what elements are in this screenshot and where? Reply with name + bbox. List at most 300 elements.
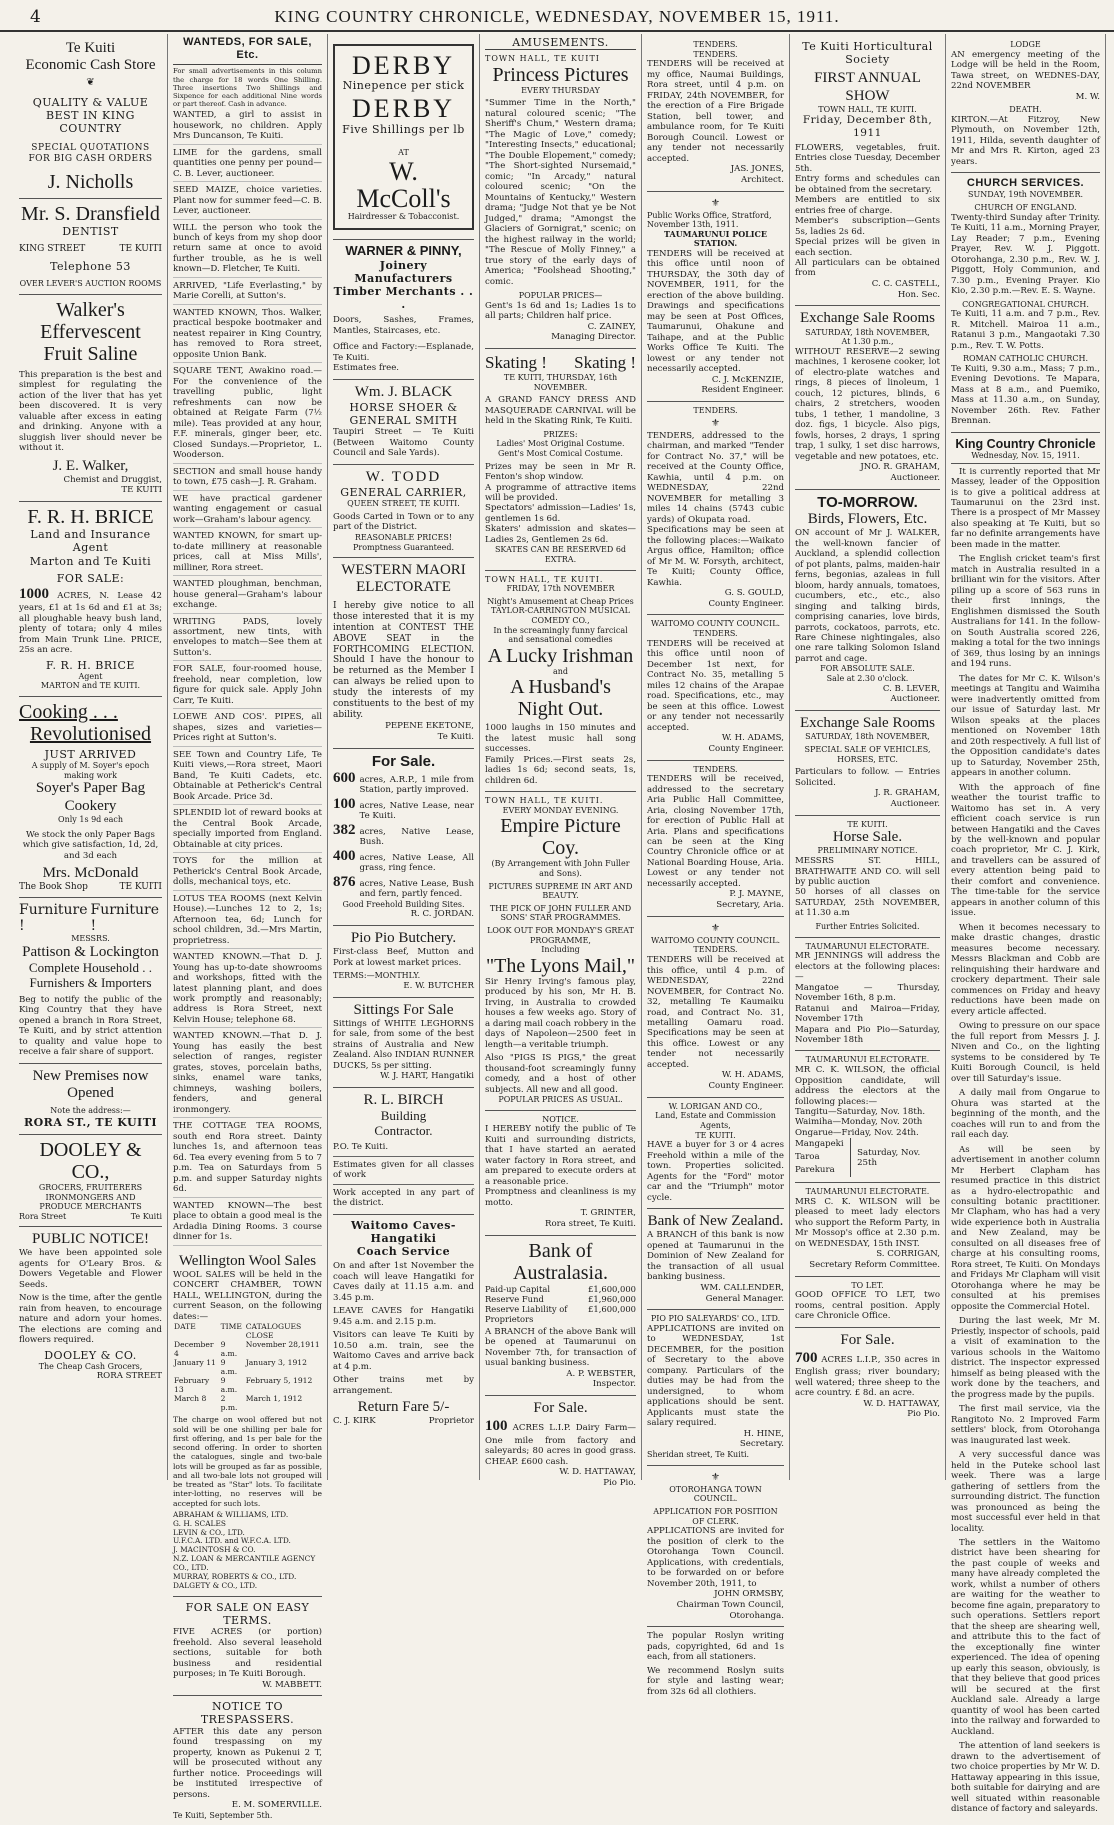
- ad-body: TENDERS will be received at this office, until 4 p.m. of WEDNESDAY, 22nd NOVEMBER, for Contract No. 32, metalling Te Kaumaiku road, and Contract No. 31, metalling Oamaru road. Specifications may be seen at this office. Lowest or any tender not necessarily accepted.: [647, 955, 784, 1070]
- classified-ad: LOTUS TEA ROOMS (next Kelvin House).—Lunches 12 to 2, 1s; Afternoon tea, 6d; Lunch for school children, 3d.—Mrs Martin, proprietress.: [173, 894, 322, 949]
- table-cell: 9 a.m.: [220, 1358, 238, 1377]
- ad-body: Special prizes will be given in each section.: [795, 237, 940, 258]
- ad-heading: Exchange Sale Rooms: [800, 715, 935, 732]
- ad-line: EVERY THURSDAY: [521, 85, 600, 95]
- broker-name: U.F.C.A. LTD. and W.F.C.A. LTD.: [173, 1536, 291, 1546]
- ad-line: TE KUITI: [121, 485, 162, 496]
- ad-line: The Cheap Cash Grocers,: [38, 1361, 143, 1371]
- ad-signature: F. R. H. BRICE: [46, 658, 135, 672]
- ad-body: Beg to notify the public of the King Country that they have opened a branch in Rora Street, Te Kuiti, and by strict attention to quality and value hope to receive a fair share of support.: [19, 994, 162, 1058]
- classified-ad: SQUARE TENT, Awakino road.—For the convenience of the travelling public, light refreshments can now be obtained at Reigate Farm (7½ mile). Teas provided at any hour, F.F. minerals, ginger beer, etc. Closed Sundays.—Proprietor, L. Wooderson.: [173, 366, 322, 463]
- section-heading: TENDERS.: [693, 40, 738, 49]
- editorial-paragraph: When it becomes necessary to make drastic changes, drastic measures become necessary. Messrs Blackman and Cobb are relinquishing their hardware and crockery department. Their sale commences on Friday and heavy reductions have been made on every article affected.: [951, 922, 1100, 1017]
- ad-line: TOWN HALL, TE KUITI.: [485, 796, 604, 806]
- ad-line: TOWN HALL, TE KUITI: [485, 54, 600, 64]
- ad-line: Sheridan street, Te Kuiti.: [647, 1450, 750, 1460]
- ad-body: I HEREBY notify the public of Te Kuiti and surrounding districts, that I have started an aerated water factory in Rora street, and am prepared to execute orders at a reasonable price.: [485, 1124, 636, 1187]
- ad-line: SKATES CAN BE RESERVED 6d EXTRA.: [494, 545, 627, 565]
- classified-ad: WILL the person who took the bunch of keys from my shop door return same at once to avoid further trouble, as he is well known—D. Fletcher, Te Kuiti.: [173, 223, 322, 278]
- classified-ad: WANTED KNOWN, Thos. Walker, practical bespoke bootmaker and neatest repairer in King Country, has removed to Rora street, opposite Union Bank.: [173, 308, 322, 363]
- ad-line: TAYLOR-CARRINGTON MUSICAL COMEDY CO.,: [491, 606, 630, 625]
- ad-line: Te Kuiti, September 5th.: [173, 1810, 273, 1820]
- ad-heading: R. L. BIRCH: [363, 1092, 444, 1109]
- ad-line: Otorohanga.: [729, 1610, 784, 1621]
- ad-line: County Engineer.: [708, 1081, 784, 1092]
- ad-heading: DEATH.: [1009, 105, 1042, 115]
- ad-body: MR C. K. WILSON, the official Opposition candidate, will address the electors at the following places:—: [795, 1065, 940, 1107]
- ad-body: FLOWERS, vegetables, fruit. Entries close Tuesday, December 5th.: [795, 142, 940, 174]
- ad-line: GENERAL SMITH: [349, 414, 458, 428]
- ad-heading: A Lucky Irishman: [487, 644, 634, 667]
- column-7: [946, 34, 1106, 1815]
- ad-line: SATURDAY, 18th NOVEMBER,: [805, 327, 930, 337]
- ad-heading: Skating !: [574, 353, 636, 373]
- ad-body: Ratanui and Mairoa—Friday, November 17th: [795, 1003, 940, 1025]
- ad-line: Telephone 53: [50, 259, 131, 273]
- ad-body: Goods Carted in Town or to any part of the District.: [333, 511, 474, 533]
- ad-line: RORA ST., TE KUITI: [23, 1115, 158, 1129]
- ad-body: MESSRS ST. HILL, BRATHWAITE AND CO. will sell by public auction: [795, 856, 940, 887]
- ad-line: Proprietor: [428, 1416, 474, 1427]
- ad-body: Te Kuiti, 9.30 a.m., Mass; 7 p.m., Evening Devotions. Te Mapara, Mass at 8 a.m., and Puemiko, Mass at 11.30 a.m., on Sunday, November 26th. Rev. Father Brennan.: [951, 363, 1100, 427]
- waitomo-county-tenders-2: [647, 917, 784, 1098]
- ad-signature: W. McColl's: [356, 156, 451, 213]
- ad-line: EVERY MONDAY EVENING.: [502, 805, 619, 815]
- easy-terms-ad: [173, 1597, 322, 1697]
- ad-body: APPLICATIONS are invited on to WEDNESDAY, 1st DECEMBER, for the position of Secretary to the above company. Particulars of the duties may be had from the undersigned, to whom applications should be sent. Applicants must state the salary required.: [647, 1323, 784, 1429]
- ad-line: Architect.: [741, 174, 784, 185]
- ad-line: In the screamingly funny farcical and sensational comedies: [493, 625, 628, 645]
- ad-line: FOR BIG CASH ORDERS: [28, 153, 153, 164]
- crest-icon: ⚜: [711, 1471, 720, 1483]
- wanteds-list: [173, 110, 322, 1246]
- ad-body: All particulars can be obtained from: [795, 257, 940, 279]
- ad-heading: A Husband's Night Out.: [510, 676, 611, 721]
- ad-line: Secretary.: [739, 1439, 784, 1450]
- ad-body: Member's subscription—Gents 5s, ladies 2s 6d.: [795, 216, 940, 237]
- ad-line: RORA STREET: [96, 1371, 162, 1382]
- fire-station-tenders-ad: [647, 36, 784, 192]
- classified-ad: TOYS for the million at Petherick's Central Book Arcade, dolls, mechanical toys, etc.: [173, 856, 322, 890]
- editorial-paragraph: A daily mail from Ongarue to Ohura was started at the beginning of the month, and the coaches will run to and from the rail each day.: [951, 1088, 1100, 1141]
- ad-heading: Skating !: [485, 353, 547, 373]
- ad-body: APPLICATIONS are invited for the position of clerk to the Otorohanga Town Council. Applications, with credentials, to be forwarded on or before November 20th, 1911, to: [647, 1526, 784, 1589]
- classified-ad: WANTED ploughman, benchman, house general—Graham's labour exchange.: [173, 579, 322, 613]
- ad-line: Auctioneer.: [890, 798, 940, 809]
- classified-ad: FOR SALE, four-roomed house, freehold, near completion, low figure for quick sale. Apply John Carr, Te Kuiti.: [173, 664, 322, 709]
- ad-body: Visitors can leave Te Kuiti by 10.50 a.m. train, see the Waitomo Caves and arrive back at 4 p.m.: [333, 1330, 474, 1372]
- ad-line: MARTON and TE KUITI.: [40, 681, 141, 691]
- ad-line: Auctioneer.: [890, 472, 940, 483]
- ad-line: Pio Pio.: [603, 1477, 636, 1488]
- editorial-paragraph: The English cricket team's first match in Australia resulted in a brilliant win for the visitors. After piling up a score of 563 runs in their first innings, the Englishmen dismissed the South Australians for 141. In the follow-on South Australia scored 226, making a total for the two innings of 369, thus losing by an innings and 194 runs.: [951, 554, 1100, 670]
- acreage-number: 100: [485, 1418, 508, 1435]
- acreage-number: 700: [795, 1349, 818, 1366]
- todd-ad: [333, 465, 474, 558]
- classified-ad: LIME for the gardens, small quantities one penny per pound—C. B. Lever, auctioneer.: [173, 148, 322, 182]
- ad-signature: S. CORRIGAN,: [876, 1249, 940, 1260]
- derby-box: [333, 44, 474, 230]
- ad-body: MR JENNINGS will address the electors at the following places:—: [795, 951, 940, 983]
- ad-heading: CHURCH OF ENGLAND.: [974, 203, 1077, 213]
- ad-line: Only 1s 9d each: [58, 814, 123, 824]
- editorial-paragraph: The settlers in the Waitomo district have been shearing for the past couple of weeks and many have already completed the work, whilst a number of others are waiting for the weather to become fine again, preparatory to such operations. Settlers report that the sheep are shearing well, and attribute this to the fact of the exceptionally fine winter experienced. The idea of opening up early this season, obviously, is that they believe that good prices will be secured at the first Auckland sale. Already a large quantity of wool has been carted into the railway and forwarded to Auckland.: [951, 1538, 1100, 1737]
- ad-heading: TAUMARUNUI POLICE STATION.: [663, 228, 768, 249]
- column-5: [642, 34, 790, 1697]
- ad-line: General Manager.: [705, 1293, 784, 1304]
- skating-ad: [485, 349, 636, 570]
- ornament-icon: ❦: [86, 76, 95, 88]
- ad-line: Sale at 2.30 o'clock.: [826, 674, 909, 684]
- ad-body: Skaters' admission and skates—Ladies 2s, Gentlemen 2s 6d.: [485, 524, 636, 545]
- ad-line: County Engineer.: [708, 743, 784, 754]
- classified-ad: WANTED KNOWN, for smart up-to-date millinery at reasonable prices, call at Miss Mills', milliner, Rora street.: [173, 531, 322, 576]
- acreage-description: acres, Native Lease, Bush.: [359, 826, 474, 848]
- western-maori-ad: [333, 558, 474, 749]
- ad-line: Other trains met by arrangement.: [333, 1375, 474, 1396]
- page-number: 4: [30, 7, 41, 27]
- ad-heading: Walker's: [56, 298, 125, 321]
- acreage-number: 876: [333, 873, 356, 890]
- ad-body: A programme of attractive items will be provided.: [485, 482, 636, 503]
- dooley-ad: [19, 1135, 162, 1227]
- ad-body: Also "PIGS IS PIGS," the great thousand-foot screamingly funny comedy, and a host of other subjects. All new and all good.: [485, 1053, 636, 1095]
- ad-heading: FOR SALE ON EASY TERMS.: [185, 1600, 310, 1627]
- ad-signature: P. J. MAYNE,: [729, 889, 784, 900]
- ad-body: Gent's 1s 6d and 1s; Ladies 1s to all parts; Children half price.: [485, 300, 636, 322]
- ad-line: SPECIAL SALE OF VEHICLES, HORSES, ETC.: [804, 744, 931, 764]
- ad-heading: Cooking . . .: [19, 701, 118, 724]
- ad-body: Entry forms and schedules can be obtained from the secretary.: [795, 174, 940, 195]
- ad-line: GENERAL CARRIER,: [340, 486, 467, 500]
- ad-line: OVER LEVER'S AUCTION ROOMS: [19, 279, 162, 289]
- ad-body: The popular Roslyn writing pads, copyrighted, 6d and 1s each, from all stationers.: [647, 1631, 784, 1663]
- premises-ad: [19, 1064, 162, 1135]
- column-3: [328, 34, 480, 1480]
- ad-line: PRODUCE MERCHANTS: [39, 1202, 142, 1212]
- ad-signature: T. GRINTER,: [580, 1208, 636, 1219]
- ad-signature: Mrs. McDonald: [42, 864, 139, 881]
- ad-line: AT: [398, 147, 409, 157]
- ad-heading: Furniture !: [19, 902, 88, 935]
- table-cell: January 3, 1912: [245, 1358, 307, 1368]
- editorial-heading: King Country Chronicle: [955, 436, 1096, 451]
- acreage-description: acres, Native Lease, Bush and fern, partly fenced.: [359, 878, 474, 900]
- ad-line: and: [552, 666, 569, 676]
- for-sale-700-ad: [795, 1328, 940, 1425]
- editorial-paragraph: During the last week, Mr M. Priestly, inspector of schools, paid a visit of examination to the various schools in the Waitomo district. The inspector expressed himself as being pleased with the work done by the teachers, and the progress made by the pupils.: [951, 1316, 1100, 1400]
- ad-line: TOWN HALL, TE KUITI.: [818, 104, 917, 114]
- ad-signature: DOOLEY & CO.: [44, 1348, 137, 1362]
- ad-heading: NOTICE TO TRESPASSERS.: [200, 1700, 295, 1727]
- ad-body: This preparation is the best and simplest for regulating the action of the liver that has yet been discovered. It is very valuable after excess in eating and drinking. Anyone with a sluggish liver should never be without it.: [19, 369, 162, 454]
- ad-body: HAVE a buyer for 3 or 4 acres Freehold within a mile of the town. Properties solicited. Agents for the "Ford" motor car and the "Triumph" motor cycle.: [647, 1140, 784, 1203]
- table-row: [173, 1394, 322, 1412]
- church-services: [951, 173, 1100, 432]
- ad-body: Specifications may be seen at the following places:—Waikato Argus office, Hamilton; office of Mr M. W. Forsyth, architect, Te Kuiti; County Office, Kawhia.: [647, 525, 784, 588]
- section-heading: WANTEDS, FOR SALE, Etc.: [173, 36, 322, 65]
- ad-heading: Furniture !: [90, 902, 160, 935]
- ad-heading: Bank of New Zealand.: [647, 1213, 784, 1230]
- classified-ad: ARRIVED, "Life Everlasting," by Marie Corelli, at Sutton's.: [173, 281, 322, 305]
- ad-line: Resident Engineer.: [701, 385, 784, 396]
- ad-line: Saturday, Nov. 25th: [857, 1147, 921, 1168]
- ad-line: Ladies' Most Original Costume.: [496, 439, 625, 449]
- ad-heading: Pattison & Lockington: [22, 943, 159, 960]
- ad-signature: W. H. ADAMS,: [721, 1070, 784, 1081]
- ad-line: TE KUITI.: [695, 1130, 736, 1140]
- ad-line: Te Kuiti: [130, 1211, 162, 1221]
- aria-hall-tenders-ad: [647, 761, 784, 917]
- ad-body: A GRAND FANCY DRESS AND MASQUERADE CARNIVAL will be held in the Skating Rink, Te Kuiti.: [485, 395, 636, 427]
- ad-line: PRELIMINARY NOTICE.: [817, 846, 918, 856]
- ad-body: Now is the time, after the gentle rain from heaven, to encourage nature and adorn your homes. The elections are coming and flowers required.: [19, 1293, 162, 1346]
- ad-heading: TENDERS.: [693, 764, 738, 774]
- ad-signature: C. C. CASTELL,: [871, 278, 940, 289]
- ad-heading: TAUMARUNUI ELECTORATE.: [805, 941, 930, 951]
- horticultural-show-ad: [795, 36, 940, 306]
- ad-line: TENDERS.: [693, 629, 738, 639]
- ad-signature: W. MABBETT.: [262, 1679, 322, 1690]
- ad-heading: F. R. H. BRICE: [27, 506, 154, 529]
- ad-line: Promptness Guaranteed.: [353, 542, 454, 552]
- ad-signature: M. W.: [1075, 91, 1100, 102]
- ad-line: (By Arrangement with John Fuller and Sons).: [491, 859, 630, 879]
- ad-signature: E. M. SOMERVILLE.: [231, 1800, 322, 1810]
- ad-heading: Coach Service: [356, 1245, 451, 1259]
- ad-heading: W. LORIGAN AND CO.,: [668, 1101, 763, 1111]
- ad-signature: J. R. GRAHAM,: [875, 788, 940, 799]
- acreage-description: acres, A.R.P., 1 mile from Station, partly improved.: [359, 775, 474, 796]
- ad-signature: R. C. JORDAN.: [410, 909, 474, 920]
- column-6: [790, 34, 946, 1480]
- ad-body: Family Prices.—First seats 2s, ladies 1s 6d; second seats, 1s, children 6d.: [485, 754, 636, 786]
- ad-line: Soyer's Paper Bag Cookery: [35, 780, 146, 814]
- ad-line: SATURDAY, 18th NOVEMBER,: [805, 732, 930, 742]
- acreage-number: 1000: [19, 585, 49, 602]
- ad-heading: Revolutionised: [29, 723, 152, 746]
- ad-line: REASONABLE PRICES!: [354, 532, 453, 542]
- tomorrow-birds-ad: [795, 490, 940, 711]
- ad-heading: TENDERS.: [693, 49, 738, 59]
- ad-line: Joinery Manufacturers: [354, 258, 453, 285]
- editorial-paragraph: Owing to pressure on our space the full report from Messrs J. J. Niven and Co., on the lighting systems to be considered by Te Kuiti Borough Council, is held over till Saturday's issue.: [951, 1021, 1100, 1084]
- ad-signature: W. J. HART, Hangatiki: [380, 1071, 474, 1082]
- ad-line: Waimiha—Monday, Nov. 20th: [795, 1117, 923, 1128]
- ad-heading: DERBY: [351, 94, 456, 124]
- ad-line: Estimates free.: [333, 363, 400, 374]
- ad-line: Land, Estate and Commission Agents,: [655, 1111, 776, 1131]
- ad-line: FOR SALE:: [56, 571, 125, 585]
- ad-heading: Sittings For Sale: [353, 1001, 454, 1018]
- ad-heading: Economic Cash Store: [25, 57, 156, 74]
- ad-line: Society: [845, 53, 890, 67]
- ad-line: Friday, December 8th, 1911: [802, 114, 933, 140]
- ad-heading: TENDERS.: [693, 406, 738, 416]
- ad-body: AN emergency meeting of the Lodge will be held in the Room, Tawa street, on WEDNES-DAY, 22nd NOVEMBER: [951, 49, 1100, 92]
- ad-line: TOWN HALL, TE KUITI.: [485, 574, 604, 584]
- broker-name: G. H. SCALES: [173, 1518, 226, 1528]
- ad-line: Timber Merchants . . .: [333, 285, 474, 312]
- saleyards-ad: [647, 1310, 784, 1466]
- ad-body: Office and Factory:—Esplanade, Te Kuiti.: [333, 342, 474, 363]
- editorial-paragraph: The first mail service, via the Rangitoto No. 2 Improved Farm settlers' block, from Otorohanga was inaugurated last week.: [951, 1404, 1100, 1446]
- editorial-paragraph: It is currently reported that Mr Massey, leader of the Opposition is to give a political address at Taumarunui on the 23rd inst. There is a prospect of Mr Massey also speaking at Te Kuiti, but so far no definite arrangements have been made in the matter.: [951, 466, 1101, 550]
- ad-line: Chemist and Druggist,: [63, 474, 162, 485]
- store-ad: [19, 36, 162, 199]
- empire-picture-ad: [485, 792, 636, 1110]
- furniture-ad: [19, 898, 162, 1064]
- column-2: [168, 34, 328, 1820]
- list-item: [333, 822, 474, 848]
- ad-heading: NOTICE.: [542, 1114, 579, 1124]
- list-item: [485, 1284, 636, 1294]
- bank-capital-list: [485, 1284, 636, 1324]
- ad-heading: DOOLEY & CO.,: [39, 1139, 142, 1184]
- ad-signature: E. W. BUTCHER: [403, 980, 474, 991]
- dairy-farm-ad: [485, 1396, 636, 1493]
- ad-body: Sir Henry Irving's famous play, produced by his son, Mr H. B. Irving, in Australia to crowded houses a few weeks ago. Story of a daring mail coach robbery in the days of Napoleon—2500 feet in length—a veritable triumph.: [485, 976, 636, 1050]
- classified-ad: WE have practical gardener wanting engagement or casual work—Graham's labour agency.: [173, 494, 322, 528]
- butchery-ad: [333, 926, 474, 998]
- list-item: [485, 1294, 636, 1304]
- ad-heading: Opened: [67, 1085, 114, 1102]
- section-heading: CHURCH SERVICES.: [966, 177, 1085, 190]
- ad-body: A BRANCH of this bank is now opened at Taumarunui in the Dominion of New Zealand for the transaction of all usual banking business.: [647, 1230, 784, 1283]
- classified-ad: WANTED KNOWN.—That D. J. Young has up-to-date showrooms and workshops, fitted with the latest planning plant, and does work promptly and reasonably; address is Rora Street, next Kelvin House; telephone 68.: [173, 952, 322, 1028]
- broker-name: ABRAHAM & WILLIAMS, LTD.: [173, 1509, 289, 1519]
- ad-body: A BRANCH of the above Bank will be opened at Taumarunui on November 7th, for transaction of usual banking business.: [485, 1326, 636, 1369]
- list-item: [333, 874, 474, 900]
- ad-line: A supply of M. Soyer's epoch making work: [31, 761, 150, 780]
- ad-heading: "The Lyons Mail,": [485, 954, 636, 977]
- ad-line: Rora Street: [19, 1211, 67, 1221]
- crest-icon: ⚜: [711, 922, 720, 934]
- ad-body: 50 horses of all classes on SATURDAY, 25th NOVEMBER, at 11.30 a.m: [795, 887, 940, 919]
- ad-body: TENDERS will be received, addressed to the secretary Aria Public Hall Committee, Aria, closing November 17th, for erection of Public Hall at Aria. Plans and specifications can be seen at the King Country Chronicle office or at National Boarding House, Aria. Lowest or any tender not necessarily accepted.: [647, 774, 784, 889]
- editorial: [951, 433, 1100, 1824]
- wool-sales-ad: [173, 1249, 322, 1597]
- ad-body: LEAVE CAVES for Hangatiki 9.45 a.m. and 2.15 p.m.: [333, 1306, 474, 1327]
- list-item: [333, 770, 474, 796]
- ad-line: Auctioneer.: [890, 694, 940, 705]
- ad-heading: CONGREGATIONAL CHURCH.: [962, 299, 1089, 309]
- ad-line: Te Kuiti.: [437, 732, 474, 743]
- ad-heading: Exchange Sale Rooms: [800, 310, 935, 327]
- ad-body: ON account of Mr J. WALKER, the well-known fancier of Auckland, a splendid collection of pot plants, palms, maiden-hair ferns, begonias, azaleas in full bloom, hardy annuals, tomatoes, cucumbers, etc., etc., also singing and talking birds, comprising canaries, love birds, parrots, cockatoos, parrots, etc. Rare Chinese nightingales, also one rare talking Solomon Island parrot and cage.: [795, 528, 940, 664]
- ad-body: FIVE ACRES (or portion) freehold. Also several leasehold sections, suitable for both business and residential purposes; in Te Kuiti Borough.: [173, 1627, 322, 1680]
- ad-line: Secretary Reform Committee.: [809, 1259, 940, 1270]
- ad-line: Further Entries Solicited.: [815, 921, 920, 931]
- bnz-ad: [647, 1209, 784, 1310]
- masthead: [0, 0, 1114, 32]
- acreage-number: 382: [333, 821, 356, 838]
- section-heading: AMUSEMENTS.: [485, 36, 636, 50]
- ad-body: TENDERS, addressed to the chairman, and marked "Tender for Contract No. 37," will be received at the County Office, Kawhia, until 4 p.m. on WEDNESDAY, 22nd NOVEMBER for metalling 3 miles 14 chains (5743 cubic yards) of Okupata road.: [647, 430, 784, 525]
- ad-body: Work accepted in any part of the district.: [333, 1187, 474, 1209]
- ad-heading: For Sale.: [840, 1331, 895, 1348]
- bank-australasia-ad: [485, 1236, 636, 1396]
- ad-line: IRONMONGERS AND: [45, 1192, 136, 1202]
- ad-signature: H. HINE,: [743, 1428, 784, 1439]
- ad-signature: JNO. R. GRAHAM,: [860, 462, 940, 473]
- taylor-carrington-ad: [485, 571, 636, 793]
- ad-line: Contractor.: [374, 1123, 433, 1139]
- ad-line: GROCERS, FRUITERERS: [38, 1183, 143, 1193]
- broker-name: MURRAY, ROBERTS & CO., LTD.: [173, 1571, 297, 1581]
- ad-body: Te Kuiti, 11 a.m. and 7 p.m., Rev. R. Mitchell. Mairoa 11 a.m., Ratanui 3 p.m., Mangaotaki 7.30 p.m., Rev. T. W. Potts.: [951, 309, 1100, 351]
- column-4: [480, 34, 642, 1488]
- reform-party-ad: [795, 1183, 940, 1276]
- lodge-notice: [951, 36, 1100, 173]
- ad-body: I hereby give notice to all those interested that it is my intention at CONTEST THE ABOVE SEAT in the FORTHCOMING ELECTION. Should I have the honour to be returned as the Member I can always be relied upon to study the interests of my constituents to the best of my ability.: [333, 600, 474, 721]
- acres-list: [333, 770, 474, 900]
- jennings-meetings-ad: [795, 938, 940, 1052]
- ad-line: KING STREET: [19, 243, 86, 254]
- ad-line: Ongarue—Friday, Nov. 24th.: [795, 1127, 919, 1138]
- ad-body: Doors, Sashes, Frames, Mantles, Staircases, etc.: [333, 315, 474, 336]
- ad-line: Parekura: [795, 1165, 835, 1176]
- ad-signature: JOHN ORMSBY,: [714, 1589, 784, 1600]
- wool-sales-table: [173, 1322, 322, 1412]
- broker-name: DALGETY & CO., LTD.: [173, 1580, 258, 1590]
- warner-pinny-ad: [333, 240, 474, 380]
- acreage-description: acres, Native Lease, All grass, ring fence.: [359, 852, 474, 874]
- table-cell: March 8: [174, 1394, 207, 1404]
- ad-heading: LODGE: [1010, 40, 1041, 49]
- ad-heading: Effervescent: [40, 320, 141, 343]
- ad-body: Mangatoe — Thursday, November 16th, 8 p.m.: [795, 982, 940, 1004]
- ad-line: FOR ABSOLUTE SALE.: [820, 664, 915, 674]
- editorial-paragraph: A very successful dance was held in the Puteke school last week. There was a large gathering of settlers from the surrounding district. The function was pronounced as being the most successful ever held in that locality.: [951, 1450, 1100, 1534]
- ad-line: BEST IN KING COUNTRY: [46, 108, 135, 135]
- acreage-number: 100: [333, 795, 356, 812]
- ad-line: Building: [380, 1108, 427, 1124]
- classified-ad: THE COTTAGE TEA ROOMS, south end Rora street. Dainty lunches 1s, and afternoon teas 6d. Tea every evening from 5 to 7 p.m. Tea on Saturdays from 5 p.m. and supper Saturday nights 6d.: [173, 1121, 322, 1197]
- ad-line: MESSRS.: [71, 934, 110, 944]
- ad-body: GOOD OFFICE TO LET, two rooms, central position. Apply care Chronicle Office.: [795, 1290, 940, 1322]
- ad-line: At 1.30 p.m.,: [841, 337, 894, 347]
- table-cell: February 5, 1912: [245, 1376, 313, 1386]
- ad-signature: A. P. WEBSTER,: [566, 1368, 636, 1379]
- ad-body: TENDERS will be received at this office until noon of THURSDAY, the 30th day of NOVEMBER, 1911, for the erection of the above building. Drawings and specifications may be seen at Post Offices, Taumarunui, Ohakune and Taihape, and at the Public Works Office Te Kuiti. The lowest or any tender not necessarily accepted.: [647, 248, 784, 375]
- to-let-ad: [795, 1277, 940, 1328]
- classified-ad: SEED MAIZE, choice varieties. Plant now for summer feed—C. B. Lever, auctioneer.: [173, 185, 322, 219]
- section-intro: For small advertisements in this column the charge for 18 words One Shilling. Three insertions Two Shillings and Sixpence for each additional Nine words or part thereof. Cash in advance.: [173, 67, 322, 108]
- ad-body: Promptness and cleanliness is my motto.: [485, 1187, 636, 1208]
- ad-body: We stock the only Paper Bags which give satisfaction, 1d, 2d, and 3d each: [22, 829, 159, 861]
- ad-line: Tangitu—Saturday, Nov. 18th.: [795, 1107, 926, 1117]
- ad-line: Hon. Sec.: [897, 289, 940, 300]
- ad-line: Note the address:—: [50, 1106, 131, 1116]
- ad-line: The Book Shop: [19, 882, 88, 893]
- public-notice-ad: [19, 1227, 162, 1387]
- ad-heading: Fruit Saline: [43, 342, 138, 365]
- list-item: [333, 848, 474, 874]
- column-1: [14, 34, 168, 1480]
- grinter-notice-ad: [485, 1111, 636, 1236]
- table-cell: November 28,1911: [245, 1340, 320, 1350]
- ad-line: Gent's Most Comical Costume.: [498, 448, 623, 458]
- roslyn-ad: [647, 1627, 784, 1702]
- ad-line: Land and Insurance Agent: [30, 528, 151, 555]
- classified-ad: SEE Town and Country Life, Te Kuiti views,—Rora street, Maori Band, Te Kuiti Cadets, etc. Obtainable at Petherick's Central Book Arcade. Price 3d.: [173, 750, 322, 805]
- ad-body: Particulars to follow. — Entries Solicited.: [795, 767, 940, 788]
- table-header: DATE: [174, 1322, 196, 1332]
- ad-line: Marton and Te Kuiti: [29, 554, 152, 568]
- ad-heading: Bank of Australasia.: [513, 1239, 608, 1284]
- table-row: [173, 1376, 322, 1394]
